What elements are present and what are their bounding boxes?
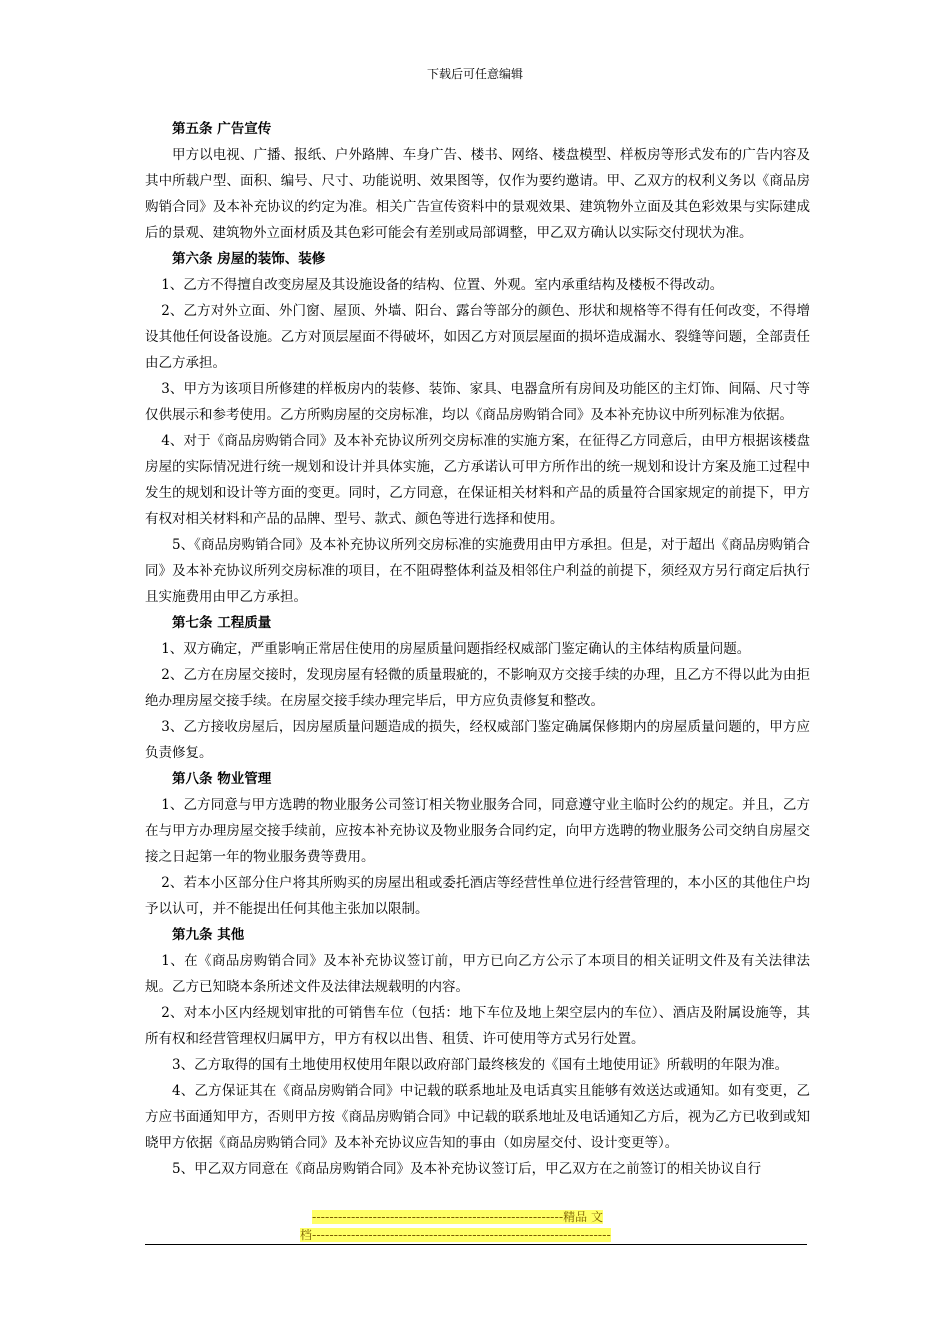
paragraph: 4、乙方保证其在《商品房购销合同》中记载的联系地址及电话真实且能够有效送达或通知。如有变更，乙方应书面通知甲方，否则甲方按《商品房购销合同》中记载的联系地址及电话通知乙方后，视为乙方已收到或知晓甲方依据《商品房购销合同》及本补充协议应告知的事由（如房屋交付、设计变更等）。 — [145, 1083, 810, 1151]
section-title: 第五条 广告宣传 — [172, 121, 272, 137]
paragraph: 3、甲方为该项目所修建的样板房内的装修、装饰、家具、电器盒所有房间及功能区的主灯饰、间隔、尺寸等仅供展示和参考使用。乙方所购房屋的交房标准，均以《商品房购销合同》及本补充协议中所列标准为依据。 — [145, 381, 810, 423]
paragraph: 4、对于《商品房购销合同》及本补充协议所列交房标准的实施方案，在征得乙方同意后，由甲方根据该楼盘房屋的实际情况进行统一规划和设计并具体实施，乙方承诺认可甲方所作出的统一规划和设计方案及施工过程中发生的规划和设计等方面的变更。同时，乙方同意，在保证相关材料和产品的质量符合国家规定的前提下，甲方有权对相关材料和产品的品牌、型号、款式、颜色等进行选择和使用。 — [145, 433, 810, 527]
paragraph: 2、对本小区内经规划审批的可销售车位（包括：地下车位及地上架空层内的车位）、酒店及附属设施等，其所有权和经营管理权归属甲方，甲方有权以出售、租赁、许可使用等方式另行处置。 — [145, 1005, 810, 1047]
section-title: 第九条 其他 — [172, 927, 245, 943]
paragraph: 2、乙方对外立面、外门窗、屋顶、外墙、阳台、露台等部分的颜色、形状和规格等不得有任何改变，不得增设其他任何设备设施。乙方对顶层屋面不得破坏，如因乙方对顶层屋面的损坏造成漏水、裂缝等问题，全部责任由乙方承担。 — [145, 303, 810, 371]
paragraph: 1、乙方不得擅自改变房屋及其设施设备的结构、位置、外观。室内承重结构及楼板不得改动。 — [161, 277, 724, 293]
page-header: 下载后可任意编辑 — [426, 67, 523, 81]
footer-watermark — [300, 1208, 660, 1244]
document-body — [145, 116, 810, 1182]
paragraph: 5、《商品房购销合同》及本补充协议所列交房标准的实施费用由甲方承担。但是，对于超出《商品房购销合同》及本补充协议所列交房标准的项目，在不阻碍整体利益及相邻住户利益的前提下，须经双方另行商定后执行且实施费用由甲乙方承担。 — [145, 537, 810, 605]
section-title: 第六条 房屋的装饰、装修 — [172, 251, 326, 267]
paragraph: 2、乙方在房屋交接时，发现房屋有轻微的质量瑕疵的，不影响双方交接手续的办理，且乙方不得以此为由拒绝办理房屋交接手续。在房屋交接手续办理完毕后，甲方应负责修复和整改。 — [145, 667, 810, 709]
section-title: 第八条 物业管理 — [172, 771, 272, 787]
section-title: 第七条 工程质量 — [172, 615, 272, 631]
paragraph: 1、双方确定，严重影响正常居住使用的房屋质量问题指经权威部门鉴定确认的主体结构质量问题。 — [161, 641, 751, 657]
paragraph: 3、乙方取得的国有土地使用权使用年限以政府部门最终核发的《国有土地使用证》所载明的年限为准。 — [172, 1057, 789, 1073]
paragraph: 1、乙方同意与甲方选聘的物业服务公司签订相关物业服务合同，同意遵守业主临时公约的规定。并且，乙方在与甲方办理房屋交接手续前，应按本补充协议及物业服务合同约定，向甲方选聘的物业服务公司交纳自房屋交接之日起第一年的物业服务费等费用。 — [145, 797, 810, 865]
paragraph: 甲方以电视、广播、报纸、户外路牌、车身广告、楼书、网络、楼盘模型、样板房等形式发布的广告内容及其中所载户型、面积、编号、尺寸、功能说明、效果图等，仅作为要约邀请。甲、乙双方的权利义务以《商品房购销合同》及本补充协议的约定为准。相关广告宣传资料中的景观效果、建筑物外立面及其色彩效果与实际建成后的景观、建筑物外立面材质及其色彩可能会有差别或局部调整，甲乙双方确认以实际交付现状为准。 — [145, 147, 810, 241]
footer-watermark-line: 档--------------------------------------------------------------------- — [300, 1228, 611, 1242]
paragraph: 3、乙方接收房屋后，因房屋质量问题造成的损失，经权威部门鉴定确属保修期内的房屋质量问题的，甲方应负责修复。 — [145, 719, 810, 761]
footer-watermark-line: ----------------------------------------------------------精品 文 — [312, 1210, 603, 1224]
paragraph: 1、在《商品房购销合同》及本补充协议签订前，甲方已向乙方公示了本项目的相关证明文件及有关法律法规。乙方已知晓本条所述文件及法律法规载明的内容。 — [145, 953, 810, 995]
paragraph: 2、若本小区部分住户将其所购买的房屋出租或委托酒店等经营性单位进行经营管理的，本小区的其他住户均予以认可，并不能提出任何其他主张加以限制。 — [145, 875, 810, 917]
paragraph: 5、甲乙双方同意在《商品房购销合同》及本补充协议签订后，甲乙双方在之前签订的相关协议自行 — [172, 1161, 762, 1177]
footer-divider — [145, 1244, 807, 1245]
